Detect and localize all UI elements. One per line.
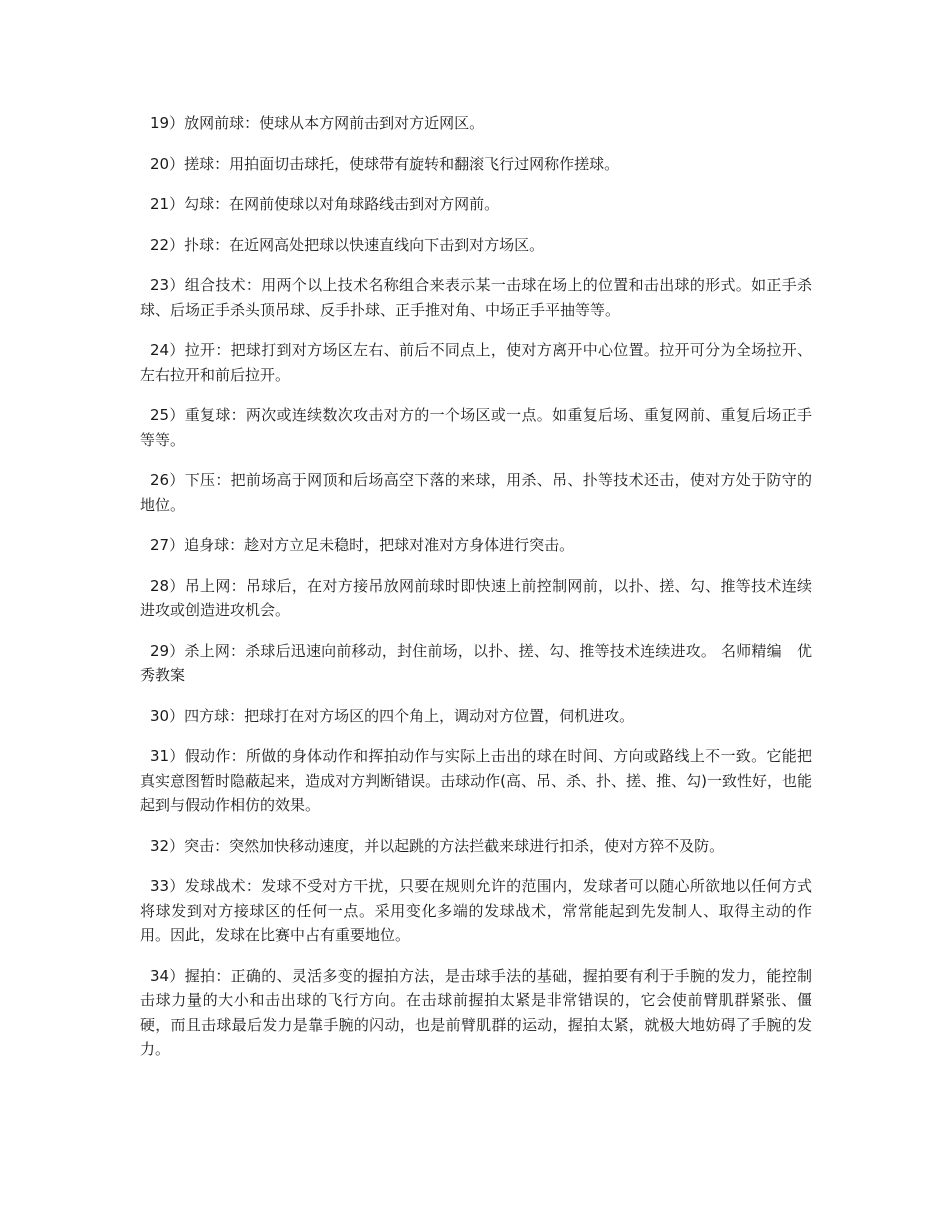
paragraph-30: 30）四方球：把球打在对方场区的四个角上，调动对方位置，伺机进攻。 — [150, 706, 635, 725]
paragraph-34: 34）握拍：正确的、灵活多变的握拍方法，是击球手法的基础，握拍要有利于手腕的发力，能控制击球力量的大小和击出球的飞行方向。在击球前握拍太紧是非常错误的，它会使前臂肌群紧张、僵硬，而且击球最后发力是靠手腕的闪动，也是前臂肌群的运动，握拍太紧，就极大地妨碍了手腕的发力。 — [140, 966, 812, 1058]
paragraph-25: 25）重复球：两次或连续数次攻击对方的一个场区或一点。如重复后场、重复网前、重复后场正手等等。 — [140, 406, 812, 449]
paragraph-24: 24）拉开：把球打到对方场区左右、前后不同点上，使对方离开中心位置。拉开可分为全场拉开、左右拉开和前后拉开。 — [140, 341, 812, 384]
paragraph-32: 32）突击：突然加快移动速度，并以起跳的方法拦截来球进行扣杀，使对方猝不及防。 — [150, 836, 725, 855]
paragraph-21: 21）勾球：在网前使球以对角球路线击到对方网前。 — [150, 195, 500, 213]
paragraph-26: 26）下压：把前场高于网顶和后场高空下落的来球，用杀、吊、扑等技术还击，使对方处于防守的地位。 — [140, 471, 812, 514]
paragraph-28: 28）吊上网：吊球后，在对方接吊放网前球时即快速上前控制网前，以扑、搓、勾、推等技术连续进攻或创造进攻机会。 — [140, 576, 812, 619]
paragraph-27: 27）追身球：趁对方立足未稳时，把球对准对方身体进行突击。 — [150, 536, 575, 554]
paragraph-23: 23）组合技术：用两个以上技术名称组合来表示某一击球在场上的位置和击出球的形式。如正手杀球、后场正手杀头顶吊球、反手扑球、正手推对角、中场正手平抽等等。 — [140, 276, 812, 319]
paragraph-29: 29）杀上网：杀球后迅速向前移动，封住前场，以扑、搓、勾、推等技术连续进攻。 名师精编 优秀教案 — [140, 641, 812, 684]
paragraph-31: 31）假动作：所做的身体动作和挥拍动作与实际上击出的球在时间、方向或路线上不一致。它能把真实意图暂时隐蔽起来，造成对方判断错误。击球动作(高、吊、杀、扑、搓、推、勾)一致性好，也能起到与假动作相仿的效果。 — [140, 747, 812, 814]
document-body — [140, 111, 812, 1078]
paragraph-19: 19）放网前球：使球从本方网前击到对方近网区。 — [150, 114, 485, 132]
paragraph-22: 22）扑球：在近网高处把球以快速直线向下击到对方场区。 — [150, 235, 545, 254]
paragraph-33: 33）发球战术：发球不受对方干扰，只要在规则允许的范围内，发球者可以随心所欲地以任何方式将球发到对方接球区的任何一点。采用变化多端的发球战术，常常能起到先发制人、取得主动的作用。因此，发球在比赛中占有重要地位。 — [140, 877, 812, 944]
paragraph-20: 20）搓球：用拍面切击球托，使球带有旋转和翻滚飞行过网称作搓球。 — [150, 154, 620, 173]
